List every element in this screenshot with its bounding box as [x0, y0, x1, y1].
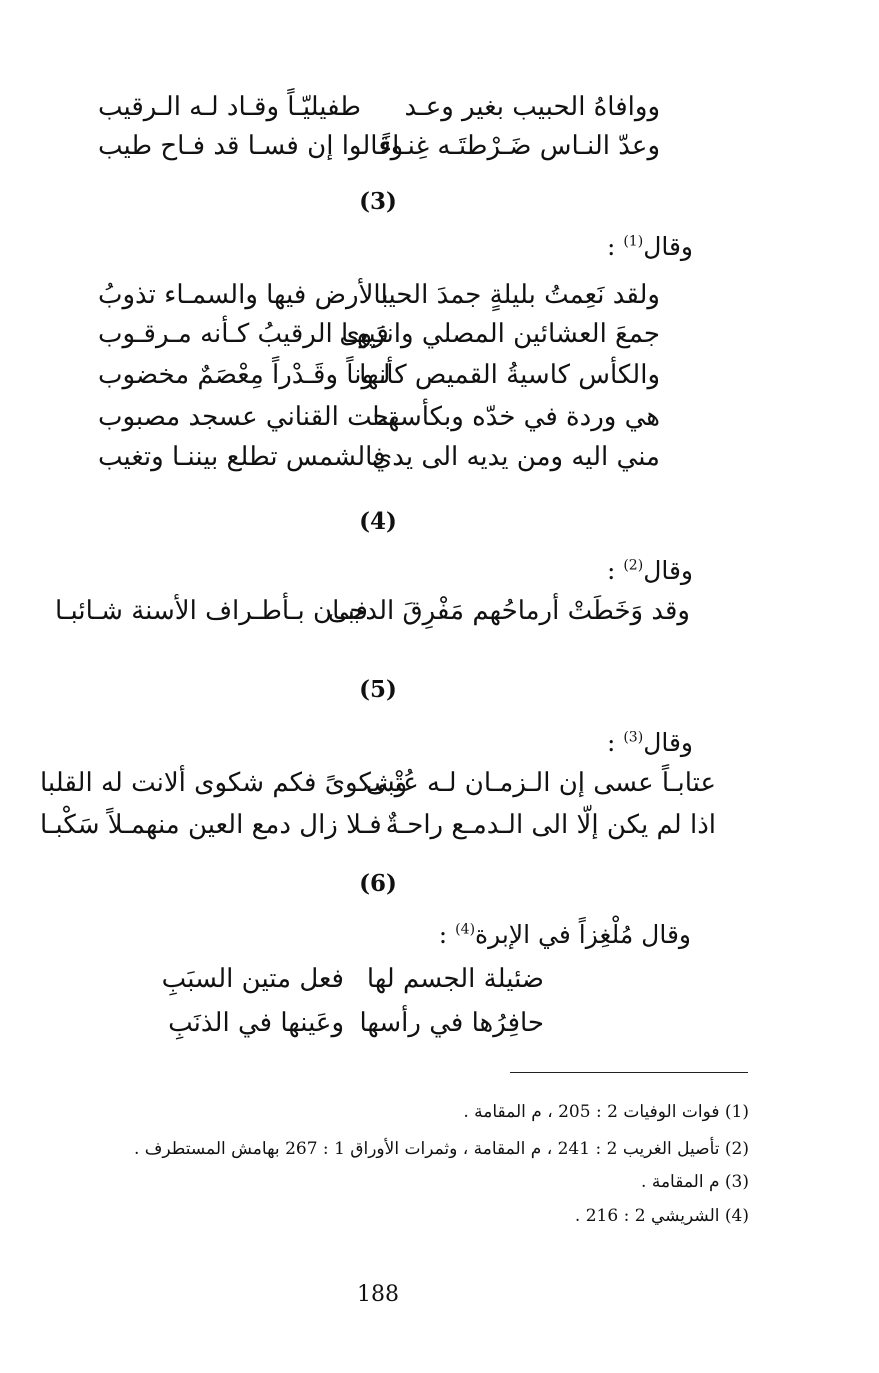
verse-second-hemistich: تحت القناني عسجد مصبوب — [98, 402, 397, 432]
intro-colon: : — [606, 556, 616, 585]
verse-first-hemistich: هي وردة في خدّه وبكأسهـا — [372, 402, 660, 432]
intro-text: وقال — [643, 232, 693, 261]
verse-2-first-hemistich: وعدّ النـاس ضَـرْطتَـه غِنـاءً — [379, 131, 660, 161]
intro-text: وقال — [643, 556, 693, 585]
verse-second-hemistich: بالأرض فيها والسمـاء تذوبُ — [98, 280, 389, 310]
verse-second-hemistich: فالشمس تطلع بيننـا وتغيب — [98, 442, 386, 472]
intro-text: وقال مُلْغِزاً في الإبرة — [475, 920, 691, 949]
verse-second-hemistich: فيهـا الرقيبُ كـأنه مـرقـوب — [98, 319, 389, 349]
verse-second-hemistich: وعَينها في الذنَبِ — [168, 1008, 344, 1038]
section-number-5: (5) — [359, 676, 397, 703]
verse-second-hemistich: فبـان بـأطـراف الأسنة شـائبـا — [55, 596, 368, 626]
verse-2-second-hemistich: وقالوا إن فسـا قد فـاح طيب — [98, 131, 404, 161]
section-4-intro — [607, 556, 693, 585]
section-number-6: (6) — [359, 870, 397, 897]
verse-1-second-hemistich: طفيليّـاً وقـاد لـه الـرقيب — [98, 92, 361, 122]
verse-first-hemistich: والكأس كاسيةُ القميص كأنها — [359, 360, 660, 390]
section-3-intro — [607, 232, 693, 261]
footnote-divider — [510, 1072, 748, 1073]
section-number-3: (3) — [359, 188, 397, 215]
section-5-intro — [607, 728, 693, 757]
footnote-2: (2) تأصيل الغريب 2 : 241 ، م المقامة ، وثمرات الأوراق 1 : 267 بهامش المستطرف . — [133, 1139, 749, 1159]
page-number: 188 — [357, 1282, 399, 1307]
intro-colon: : — [606, 728, 616, 757]
verse-second-hemistich: فعل متين السبَبِ — [161, 964, 344, 994]
footnote-ref: (4) — [455, 921, 476, 938]
footnote-ref: (2) — [623, 557, 644, 574]
verse-first-hemistich: ولقد نَعِمتُ بليلةٍ جمدَ الحيا — [380, 280, 660, 310]
footnote-1: (1) فوات الوفيات 2 : 205 ، م المقامة . — [463, 1102, 749, 1122]
footnote-ref: (3) — [623, 729, 644, 746]
verse-second-hemistich: لـوناً وقَـدْراً مِعْصَمٌ مخضوب — [98, 360, 391, 390]
verse-second-hemistich: وشكوىً فكم شكوى ألانت له القلبا — [40, 768, 408, 798]
intro-colon: : — [438, 920, 448, 949]
intro-colon: : — [606, 232, 616, 261]
verse-first-hemistich: وقد وَخَطَتْ أرماحُهم مَفْرِقَ الدجى — [327, 596, 690, 626]
verse-first-hemistich: اذا لم يكن إلّا الى الـدمـع راحـةٌ — [385, 810, 716, 840]
verse-first-hemistich: حافِرُها في رأسها — [359, 1008, 544, 1038]
footnote-ref: (1) — [623, 233, 644, 250]
verse-first-hemistich: مني اليه ومن يديه الى يدي — [371, 442, 660, 472]
section-number-4: (4) — [359, 508, 397, 535]
verse-first-hemistich: جمعَ العشائين المصلي وانزَوى — [339, 319, 660, 349]
verse-first-hemistich: عتابـاً عسى إن الـزمـان لـه عُتْبى — [365, 768, 716, 798]
footnote-4: (4) الشريشي 2 : 216 . — [574, 1206, 749, 1226]
verse-1-first-hemistich: ووافاهُ الحبيب بغير وعـد — [404, 92, 660, 122]
intro-text: وقال — [643, 728, 693, 757]
section-6-intro — [439, 920, 691, 949]
footnote-3: (3) م المقامة . — [641, 1172, 749, 1192]
verse-second-hemistich: فـلا زال دمع العين منهمـلاً سَكْبـا — [40, 810, 382, 840]
verse-first-hemistich: ضئيلة الجسم لها — [366, 964, 544, 994]
